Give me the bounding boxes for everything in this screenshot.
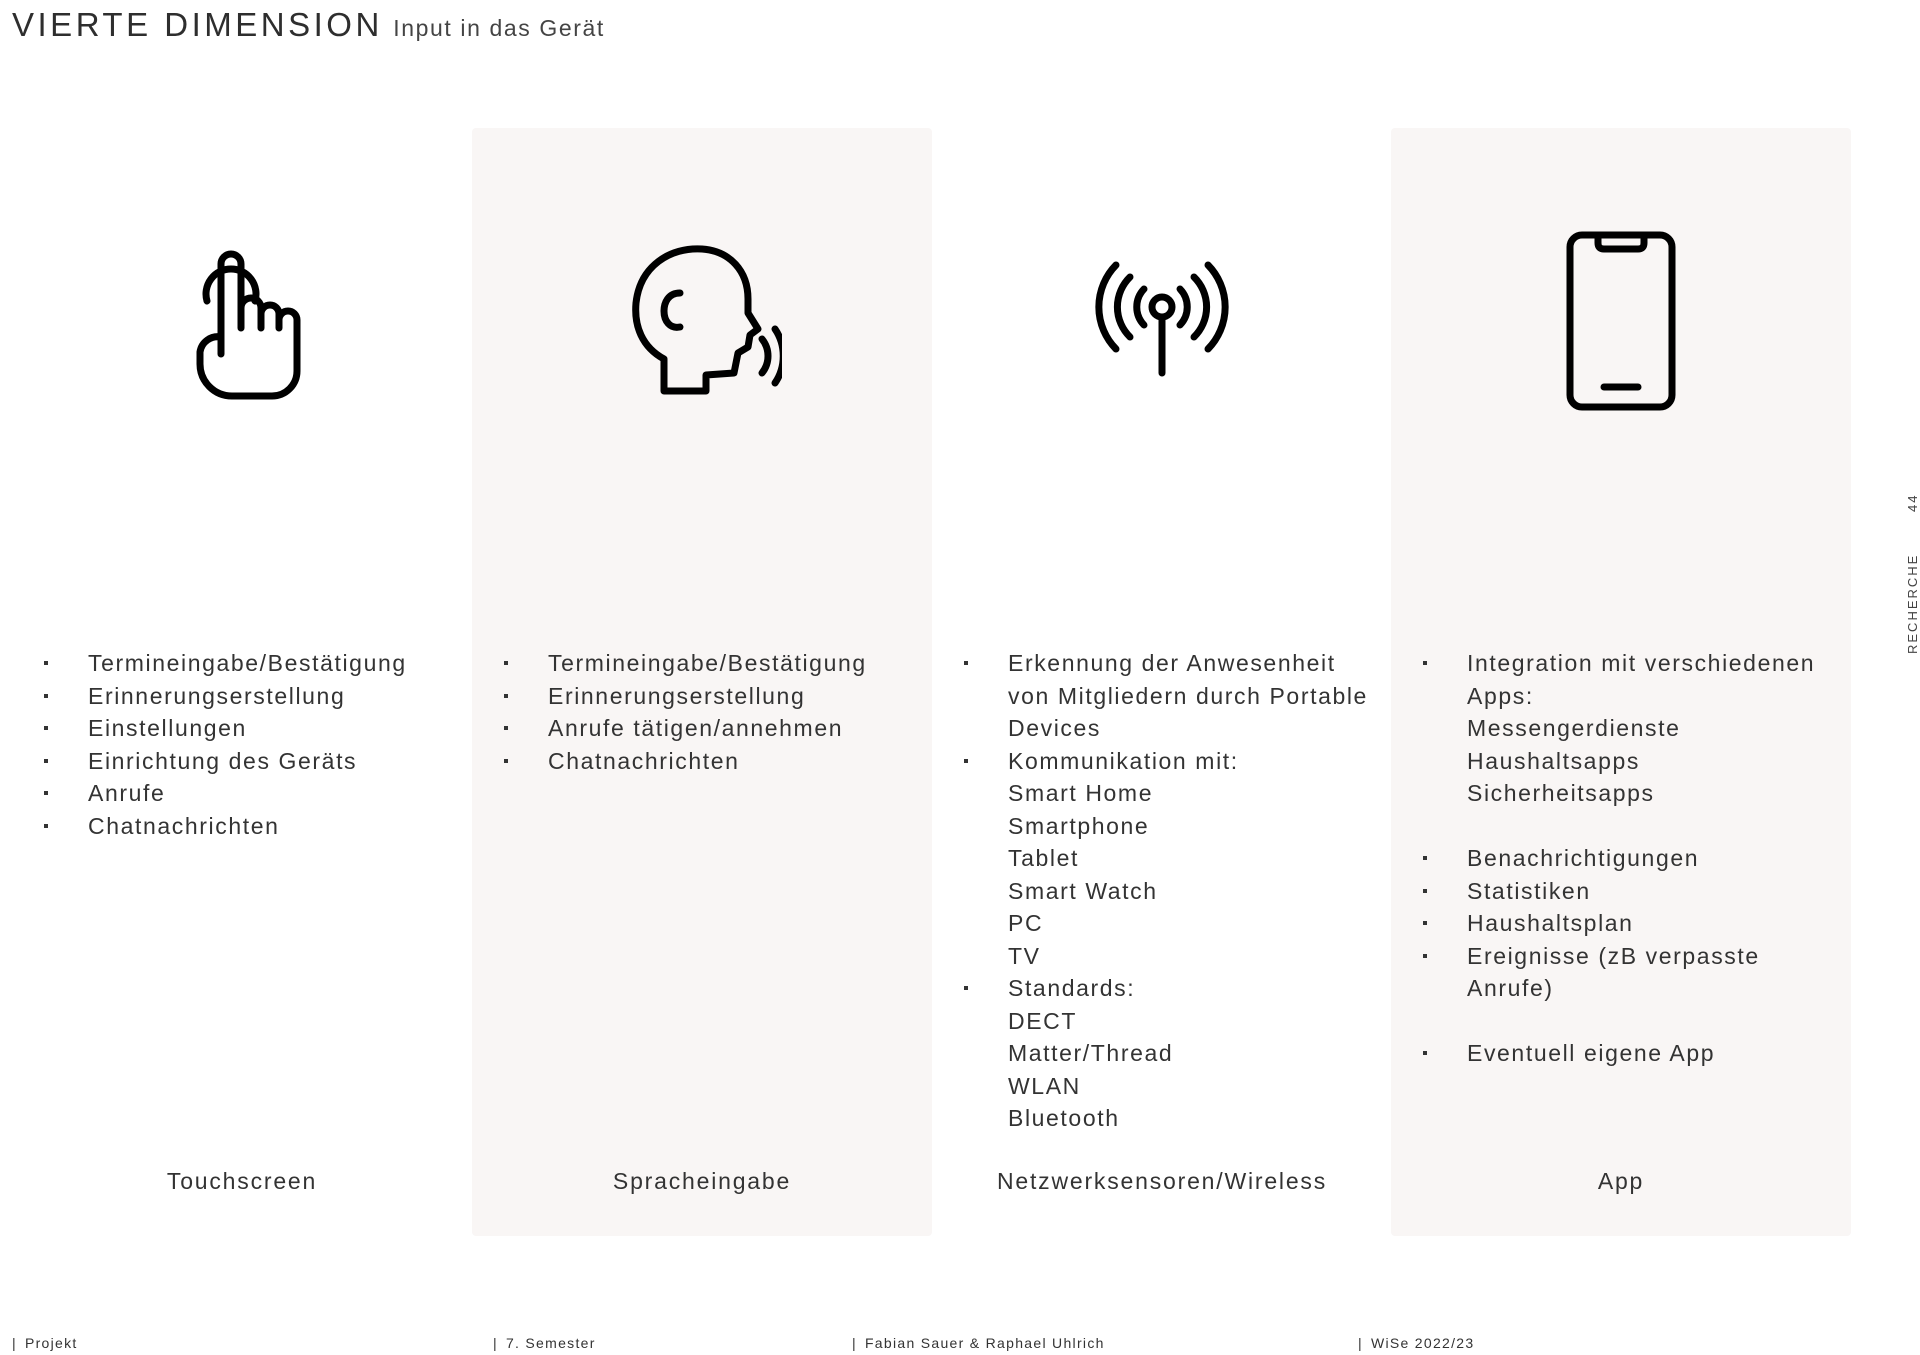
list-item: Erkennung der Anwesenheit von Mitgliedern durch Portable Devices xyxy=(950,647,1382,745)
page-header xyxy=(12,6,605,44)
list-item: Standards: DECT Matter/Thread WLAN Bluetooth xyxy=(950,972,1382,1135)
page-title: VIERTE DIMENSION xyxy=(12,6,383,43)
list-item: Benachrichtigungen xyxy=(1409,842,1841,875)
list-item: Statistiken xyxy=(1409,875,1841,908)
footer-semester xyxy=(493,1335,596,1351)
column-label: Spracheingabe xyxy=(612,1168,792,1194)
list-item: Chatnachrichten xyxy=(30,810,462,843)
column-spracheingabe xyxy=(472,128,932,1236)
column-label: App xyxy=(1597,1168,1645,1194)
page-number: 44 xyxy=(1905,493,1920,512)
footer-text: Projekt xyxy=(24,1335,78,1351)
footer-text: Fabian Sauer & Raphael Uhlrich xyxy=(864,1335,1105,1351)
footer-text: 7. Semester xyxy=(505,1335,596,1351)
speaking-head-icon xyxy=(472,226,932,416)
list-item: Termineingabe/Bestätigung xyxy=(30,647,462,680)
footer-term xyxy=(1358,1335,1474,1351)
spracheingabe-list xyxy=(490,647,922,777)
list-item: Anrufe xyxy=(30,777,462,810)
page-subtitle: Input in das Gerät xyxy=(393,15,605,41)
column-touchscreen xyxy=(12,128,472,1236)
list-item: Ereignisse (zB verpasste Anrufe) xyxy=(1409,940,1841,1005)
column-app xyxy=(1391,128,1851,1236)
smartphone-icon xyxy=(1391,226,1851,416)
column-netzwerksensoren-wireless xyxy=(932,128,1392,1236)
wireless-list xyxy=(950,647,1382,1135)
list-item: Haushaltsplan xyxy=(1409,907,1841,940)
list-item: Kommunikation mit: Smart Home Smartphone Tablet Smart Watch PC TV xyxy=(950,745,1382,973)
list-item: Termineingabe/Bestätigung xyxy=(490,647,922,680)
list-item: Einstellungen xyxy=(30,712,462,745)
footer-separator: | xyxy=(493,1335,498,1351)
list-item: Anrufe tätigen/annehmen xyxy=(490,712,922,745)
list-item: Einrichtung des Geräts xyxy=(30,745,462,778)
footer-project xyxy=(12,1335,78,1351)
touch-finger-icon xyxy=(12,226,472,416)
wireless-antenna-icon xyxy=(932,226,1392,416)
column-label: Touchscreen xyxy=(166,1168,318,1194)
list-item: Erinnerungserstellung xyxy=(30,680,462,713)
column-label: Netzwerksensoren/Wireless xyxy=(996,1168,1328,1194)
footer-authors xyxy=(852,1335,1105,1351)
footer-separator: | xyxy=(852,1335,857,1351)
list-item: Integration mit verschiedenen Apps: Messengerdienste Haushaltsapps Sicherheitsapps xyxy=(1409,647,1841,810)
footer-separator: | xyxy=(1358,1335,1363,1351)
section-label: RECHERCHE xyxy=(1905,553,1920,654)
footer-separator: | xyxy=(12,1335,17,1351)
list-item: Eventuell eigene App xyxy=(1409,1037,1841,1070)
list-item: Erinnerungserstellung xyxy=(490,680,922,713)
app-list xyxy=(1409,647,1841,1070)
footer-text: WiSe 2022/23 xyxy=(1370,1335,1475,1351)
list-item: Chatnachrichten xyxy=(490,745,922,778)
touchscreen-list xyxy=(30,647,462,842)
